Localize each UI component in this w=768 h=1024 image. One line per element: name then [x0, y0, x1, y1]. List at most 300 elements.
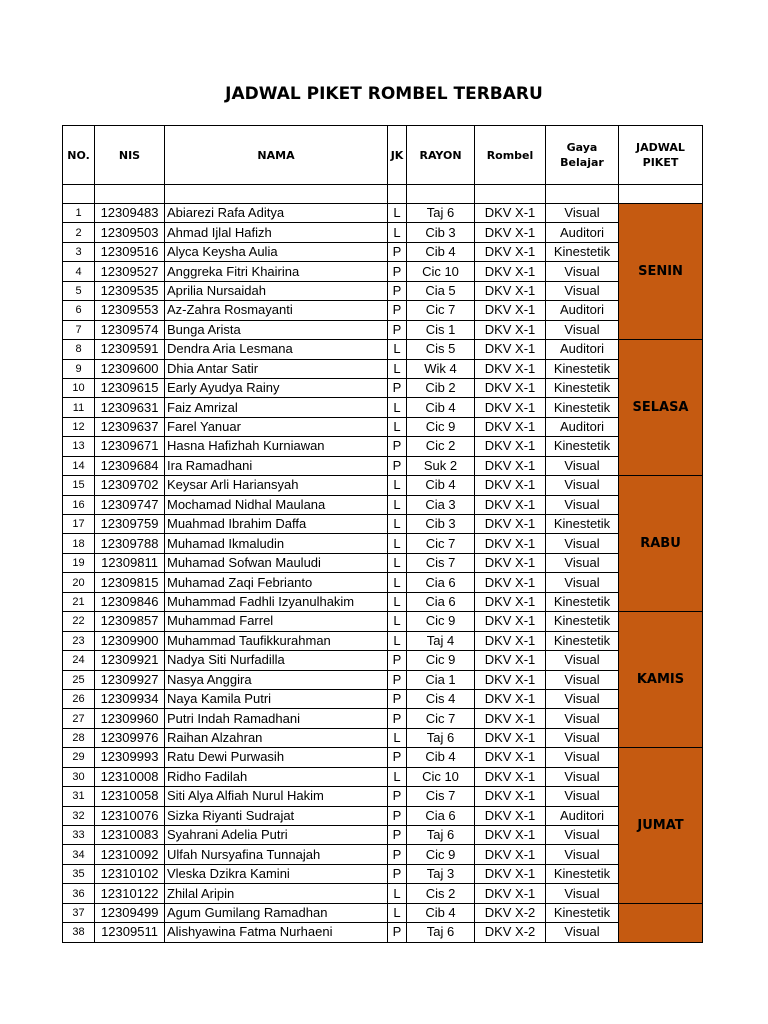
- header-no: NO.: [63, 126, 95, 185]
- cell-rombel: DKV X-1: [475, 359, 546, 378]
- cell-rombel: DKV X-1: [475, 884, 546, 903]
- cell-rayon: Taj 3: [407, 864, 475, 883]
- cell-no: 38: [63, 923, 95, 942]
- cell-nama: Abiarezi Rafa Aditya: [165, 204, 388, 223]
- cell-gaya-belajar: Visual: [546, 728, 619, 747]
- cell-gaya-belajar: Visual: [546, 651, 619, 670]
- cell-nama: Faiz Amrizal: [165, 398, 388, 417]
- cell-nama: Muahmad Ibrahim Daffa: [165, 515, 388, 534]
- cell-gaya-belajar: Visual: [546, 456, 619, 475]
- cell-rombel: DKV X-1: [475, 631, 546, 650]
- cell-jk: P: [388, 806, 407, 825]
- cell-nis: 12309960: [95, 709, 165, 728]
- cell-rombel: DKV X-1: [475, 845, 546, 864]
- table-row: [63, 534, 703, 553]
- cell-gaya-belajar: Kinestetik: [546, 398, 619, 417]
- cell-jk: L: [388, 553, 407, 572]
- cell-nama: Muhammad Farrel: [165, 612, 388, 631]
- cell-rayon: Cia 3: [407, 495, 475, 514]
- cell-rayon: Cic 9: [407, 651, 475, 670]
- cell-nama: Naya Kamila Putri: [165, 689, 388, 708]
- cell-no: 28: [63, 728, 95, 747]
- piket-day-cell: RABU: [619, 476, 703, 612]
- cell-nama: Sizka Riyanti Sudrajat: [165, 806, 388, 825]
- blank-cell: [619, 185, 703, 204]
- cell-no: 1: [63, 204, 95, 223]
- cell-nis: 12309671: [95, 437, 165, 456]
- table-row: [63, 806, 703, 825]
- table-row: [63, 767, 703, 786]
- table-row: [63, 204, 703, 223]
- header-gaya-line2: Belajar: [560, 156, 604, 169]
- cell-rayon: Cib 4: [407, 748, 475, 767]
- cell-nis: 12309702: [95, 476, 165, 495]
- cell-rombel: DKV X-1: [475, 767, 546, 786]
- cell-rayon: Taj 6: [407, 728, 475, 747]
- cell-nama: Muhamad Zaqi Febrianto: [165, 573, 388, 592]
- cell-jk: L: [388, 592, 407, 611]
- blank-cell: [475, 185, 546, 204]
- cell-jk: L: [388, 340, 407, 359]
- table-row: [63, 378, 703, 397]
- cell-nis: 12310102: [95, 864, 165, 883]
- blank-cell: [388, 185, 407, 204]
- cell-rombel: DKV X-1: [475, 806, 546, 825]
- cell-rayon: Cic 9: [407, 845, 475, 864]
- cell-no: 30: [63, 767, 95, 786]
- cell-rombel: DKV X-1: [475, 612, 546, 631]
- cell-no: 4: [63, 262, 95, 281]
- cell-rombel: DKV X-1: [475, 204, 546, 223]
- cell-nis: 12309811: [95, 553, 165, 572]
- cell-gaya-belajar: Visual: [546, 689, 619, 708]
- cell-rayon: Cia 6: [407, 806, 475, 825]
- cell-jk: P: [388, 378, 407, 397]
- cell-rayon: Cic 10: [407, 262, 475, 281]
- cell-gaya-belajar: Visual: [546, 320, 619, 339]
- cell-gaya-belajar: Kinestetik: [546, 612, 619, 631]
- cell-rombel: DKV X-1: [475, 320, 546, 339]
- cell-rombel: DKV X-1: [475, 456, 546, 475]
- cell-rayon: Cib 4: [407, 242, 475, 261]
- cell-nis: 12309857: [95, 612, 165, 631]
- table-row: [63, 728, 703, 747]
- cell-rombel: DKV X-1: [475, 340, 546, 359]
- table-row: [63, 320, 703, 339]
- piket-table: [62, 125, 703, 943]
- blank-row: [63, 185, 703, 204]
- cell-rombel: DKV X-1: [475, 592, 546, 611]
- cell-rombel: DKV X-1: [475, 670, 546, 689]
- cell-gaya-belajar: Visual: [546, 553, 619, 572]
- cell-jk: P: [388, 826, 407, 845]
- cell-rayon: Cis 5: [407, 340, 475, 359]
- table-row: [63, 612, 703, 631]
- blank-cell: [407, 185, 475, 204]
- cell-rombel: DKV X-1: [475, 826, 546, 845]
- cell-rombel: DKV X-1: [475, 689, 546, 708]
- cell-no: 6: [63, 301, 95, 320]
- cell-rombel: DKV X-1: [475, 748, 546, 767]
- cell-jk: P: [388, 437, 407, 456]
- cell-rayon: Cia 5: [407, 281, 475, 300]
- cell-no: 5: [63, 281, 95, 300]
- cell-rombel: DKV X-2: [475, 923, 546, 942]
- cell-jk: L: [388, 359, 407, 378]
- cell-jk: P: [388, 748, 407, 767]
- cell-rayon: Cis 7: [407, 787, 475, 806]
- table-row: [63, 262, 703, 281]
- cell-no: 17: [63, 515, 95, 534]
- cell-jk: P: [388, 709, 407, 728]
- header-jadwal-piket: [619, 126, 703, 185]
- cell-nis: 12309615: [95, 378, 165, 397]
- cell-rombel: DKV X-2: [475, 903, 546, 922]
- cell-gaya-belajar: Kinestetik: [546, 437, 619, 456]
- cell-gaya-belajar: Visual: [546, 845, 619, 864]
- cell-rombel: DKV X-1: [475, 573, 546, 592]
- cell-jk: P: [388, 651, 407, 670]
- header-gaya-belajar: [546, 126, 619, 185]
- cell-gaya-belajar: Kinestetik: [546, 515, 619, 534]
- cell-gaya-belajar: Kinestetik: [546, 631, 619, 650]
- table-row: [63, 495, 703, 514]
- cell-nis: 12309483: [95, 204, 165, 223]
- cell-jk: P: [388, 456, 407, 475]
- cell-nama: Syahrani Adelia Putri: [165, 826, 388, 845]
- cell-no: 32: [63, 806, 95, 825]
- cell-nama: Az-Zahra Rosmayanti: [165, 301, 388, 320]
- piket-day-cell: [619, 903, 703, 942]
- header-nama: NAMA: [165, 126, 388, 185]
- cell-jk: L: [388, 495, 407, 514]
- table-row: [63, 223, 703, 242]
- cell-nis: 12309600: [95, 359, 165, 378]
- cell-rombel: DKV X-1: [475, 728, 546, 747]
- cell-no: 11: [63, 398, 95, 417]
- cell-gaya-belajar: Auditori: [546, 340, 619, 359]
- cell-nis: 12310083: [95, 826, 165, 845]
- cell-jk: P: [388, 787, 407, 806]
- cell-nama: Vleska Dzikra Kamini: [165, 864, 388, 883]
- cell-gaya-belajar: Visual: [546, 709, 619, 728]
- header-piket-line1: JADWAL: [636, 141, 685, 154]
- cell-nama: Ira Ramadhani: [165, 456, 388, 475]
- cell-jk: L: [388, 767, 407, 786]
- piket-day-cell: JUMAT: [619, 748, 703, 904]
- cell-nis: 12309747: [95, 495, 165, 514]
- table-row: [63, 340, 703, 359]
- cell-no: 3: [63, 242, 95, 261]
- table-row: [63, 476, 703, 495]
- cell-gaya-belajar: Kinestetik: [546, 242, 619, 261]
- cell-rombel: DKV X-1: [475, 417, 546, 436]
- cell-rayon: Taj 4: [407, 631, 475, 650]
- cell-gaya-belajar: Visual: [546, 262, 619, 281]
- cell-jk: L: [388, 204, 407, 223]
- cell-nama: Anggreka Fitri Khairina: [165, 262, 388, 281]
- table-row: [63, 456, 703, 475]
- table-row: [63, 787, 703, 806]
- cell-jk: L: [388, 631, 407, 650]
- cell-nis: 12309535: [95, 281, 165, 300]
- table-row: [63, 417, 703, 436]
- cell-no: 19: [63, 553, 95, 572]
- cell-rayon: Cis 2: [407, 884, 475, 903]
- cell-rayon: Cis 1: [407, 320, 475, 339]
- cell-jk: P: [388, 689, 407, 708]
- cell-jk: P: [388, 864, 407, 883]
- cell-rayon: Cia 6: [407, 592, 475, 611]
- cell-rombel: DKV X-1: [475, 262, 546, 281]
- cell-jk: P: [388, 923, 407, 942]
- cell-gaya-belajar: Kinestetik: [546, 864, 619, 883]
- cell-no: 10: [63, 378, 95, 397]
- cell-rombel: DKV X-1: [475, 223, 546, 242]
- table-row: [63, 242, 703, 261]
- header-row: [63, 126, 703, 185]
- cell-gaya-belajar: Visual: [546, 826, 619, 845]
- cell-rombel: DKV X-1: [475, 301, 546, 320]
- cell-nama: Nasya Anggira: [165, 670, 388, 689]
- cell-jk: L: [388, 515, 407, 534]
- cell-rayon: Cib 4: [407, 903, 475, 922]
- cell-nis: 12310008: [95, 767, 165, 786]
- table-row: [63, 826, 703, 845]
- cell-jk: L: [388, 534, 407, 553]
- cell-rombel: DKV X-1: [475, 242, 546, 261]
- cell-no: 34: [63, 845, 95, 864]
- cell-nis: 12309788: [95, 534, 165, 553]
- cell-nama: Dendra Aria Lesmana: [165, 340, 388, 359]
- cell-no: 8: [63, 340, 95, 359]
- cell-nama: Muhamad Sofwan Mauludi: [165, 553, 388, 572]
- cell-rayon: Cib 4: [407, 398, 475, 417]
- cell-rayon: Cis 7: [407, 553, 475, 572]
- table-row: [63, 437, 703, 456]
- cell-gaya-belajar: Kinestetik: [546, 359, 619, 378]
- cell-nis: 12309527: [95, 262, 165, 281]
- cell-gaya-belajar: Kinestetik: [546, 378, 619, 397]
- cell-nis: 12309499: [95, 903, 165, 922]
- cell-no: 18: [63, 534, 95, 553]
- cell-rombel: DKV X-1: [475, 534, 546, 553]
- cell-gaya-belajar: Auditori: [546, 301, 619, 320]
- cell-nis: 12309846: [95, 592, 165, 611]
- cell-no: 29: [63, 748, 95, 767]
- cell-rayon: Cia 6: [407, 573, 475, 592]
- cell-gaya-belajar: Visual: [546, 204, 619, 223]
- cell-no: 21: [63, 592, 95, 611]
- table-row: [63, 903, 703, 922]
- cell-rayon: Taj 6: [407, 826, 475, 845]
- cell-rombel: DKV X-1: [475, 787, 546, 806]
- cell-rayon: Cic 7: [407, 709, 475, 728]
- cell-nis: 12309591: [95, 340, 165, 359]
- cell-rayon: Cic 7: [407, 301, 475, 320]
- cell-nis: 12309934: [95, 689, 165, 708]
- cell-rombel: DKV X-1: [475, 651, 546, 670]
- cell-rayon: Cis 4: [407, 689, 475, 708]
- cell-nama: Agum Gumilang Ramadhan: [165, 903, 388, 922]
- cell-nama: Dhia Antar Satir: [165, 359, 388, 378]
- header-rombel: Rombel: [475, 126, 546, 185]
- cell-jk: L: [388, 223, 407, 242]
- cell-nis: 12309927: [95, 670, 165, 689]
- cell-nis: 12309574: [95, 320, 165, 339]
- cell-gaya-belajar: Auditori: [546, 223, 619, 242]
- cell-nis: 12309631: [95, 398, 165, 417]
- cell-nama: Hasna Hafizhah Kurniawan: [165, 437, 388, 456]
- cell-jk: L: [388, 573, 407, 592]
- cell-jk: P: [388, 320, 407, 339]
- cell-gaya-belajar: Visual: [546, 281, 619, 300]
- table-row: [63, 398, 703, 417]
- cell-jk: L: [388, 884, 407, 903]
- cell-nama: Keysar Arli Hariansyah: [165, 476, 388, 495]
- cell-nama: Siti Alya Alfiah Nurul Hakim: [165, 787, 388, 806]
- cell-nama: Early Ayudya Rainy: [165, 378, 388, 397]
- piket-day-cell: KAMIS: [619, 612, 703, 748]
- cell-nama: Muhamad Ikmaludin: [165, 534, 388, 553]
- table-row: [63, 689, 703, 708]
- cell-jk: P: [388, 242, 407, 261]
- cell-jk: L: [388, 612, 407, 631]
- cell-gaya-belajar: Visual: [546, 573, 619, 592]
- cell-nama: Ahmad Ijlal Hafizh: [165, 223, 388, 242]
- cell-gaya-belajar: Visual: [546, 787, 619, 806]
- table-row: [63, 670, 703, 689]
- blank-cell: [546, 185, 619, 204]
- cell-no: 27: [63, 709, 95, 728]
- cell-jk: P: [388, 670, 407, 689]
- cell-nama: Alyca Keysha Aulia: [165, 242, 388, 261]
- piket-table-container: [62, 125, 703, 943]
- cell-no: 9: [63, 359, 95, 378]
- cell-nama: Ridho Fadilah: [165, 767, 388, 786]
- cell-jk: L: [388, 476, 407, 495]
- cell-nama: Putri Indah Ramadhani: [165, 709, 388, 728]
- cell-rayon: Taj 6: [407, 923, 475, 942]
- cell-jk: P: [388, 262, 407, 281]
- cell-rombel: DKV X-1: [475, 437, 546, 456]
- table-row: [63, 573, 703, 592]
- table-row: [63, 301, 703, 320]
- table-row: [63, 281, 703, 300]
- cell-nis: 12309637: [95, 417, 165, 436]
- cell-nis: 12310076: [95, 806, 165, 825]
- cell-gaya-belajar: Visual: [546, 767, 619, 786]
- cell-no: 37: [63, 903, 95, 922]
- cell-nis: 12309503: [95, 223, 165, 242]
- cell-no: 36: [63, 884, 95, 903]
- cell-gaya-belajar: Visual: [546, 884, 619, 903]
- table-row: [63, 553, 703, 572]
- cell-rayon: Cia 1: [407, 670, 475, 689]
- table-row: [63, 592, 703, 611]
- cell-nama: Muhammad Fadhli Izyanulhakim: [165, 592, 388, 611]
- cell-no: 31: [63, 787, 95, 806]
- cell-jk: L: [388, 903, 407, 922]
- cell-no: 14: [63, 456, 95, 475]
- table-row: [63, 884, 703, 903]
- cell-no: 7: [63, 320, 95, 339]
- table-row: [63, 359, 703, 378]
- table-row: [63, 845, 703, 864]
- cell-jk: L: [388, 728, 407, 747]
- cell-gaya-belajar: Visual: [546, 748, 619, 767]
- cell-rombel: DKV X-1: [475, 515, 546, 534]
- cell-gaya-belajar: Visual: [546, 476, 619, 495]
- header-nis: NIS: [95, 126, 165, 185]
- table-row: [63, 631, 703, 650]
- cell-gaya-belajar: Visual: [546, 534, 619, 553]
- cell-nis: 12309684: [95, 456, 165, 475]
- cell-rayon: Cic 2: [407, 437, 475, 456]
- page-title: JADWAL PIKET ROMBEL TERBARU: [225, 84, 543, 104]
- cell-nis: 12309976: [95, 728, 165, 747]
- piket-day-cell: SELASA: [619, 340, 703, 476]
- cell-nama: Bunga Arista: [165, 320, 388, 339]
- cell-no: 26: [63, 689, 95, 708]
- cell-rayon: Wik 4: [407, 359, 475, 378]
- cell-rombel: DKV X-1: [475, 398, 546, 417]
- cell-no: 22: [63, 612, 95, 631]
- cell-nis: 12309553: [95, 301, 165, 320]
- cell-rayon: Cic 9: [407, 612, 475, 631]
- header-jk: JK: [388, 126, 407, 185]
- cell-nama: Raihan Alzahran: [165, 728, 388, 747]
- table-body: [63, 204, 703, 943]
- cell-jk: L: [388, 398, 407, 417]
- cell-rayon: Cic 9: [407, 417, 475, 436]
- table-row: [63, 515, 703, 534]
- table-row: [63, 864, 703, 883]
- header-gaya-line1: Gaya: [566, 141, 598, 154]
- cell-nama: Aprilia Nursaidah: [165, 281, 388, 300]
- cell-nis: 12309511: [95, 923, 165, 942]
- cell-rayon: Cib 3: [407, 223, 475, 242]
- cell-nama: Mochamad Nidhal Maulana: [165, 495, 388, 514]
- cell-nama: Nadya Siti Nurfadilla: [165, 651, 388, 670]
- cell-gaya-belajar: Auditori: [546, 417, 619, 436]
- table-row: [63, 651, 703, 670]
- cell-gaya-belajar: Visual: [546, 670, 619, 689]
- cell-rayon: Cib 3: [407, 515, 475, 534]
- cell-nis: 12309993: [95, 748, 165, 767]
- cell-rayon: Cib 4: [407, 476, 475, 495]
- table-row: [63, 923, 703, 942]
- blank-cell: [95, 185, 165, 204]
- cell-no: 23: [63, 631, 95, 650]
- cell-gaya-belajar: Visual: [546, 495, 619, 514]
- cell-rayon: Suk 2: [407, 456, 475, 475]
- cell-nis: 12309921: [95, 651, 165, 670]
- cell-no: 15: [63, 476, 95, 495]
- cell-nis: 12309516: [95, 242, 165, 261]
- blank-cell: [165, 185, 388, 204]
- cell-rayon: Cic 10: [407, 767, 475, 786]
- piket-day-cell: SENIN: [619, 204, 703, 340]
- cell-rombel: DKV X-1: [475, 709, 546, 728]
- cell-rombel: DKV X-1: [475, 476, 546, 495]
- cell-nis: 12310092: [95, 845, 165, 864]
- table-row: [63, 748, 703, 767]
- cell-no: 24: [63, 651, 95, 670]
- cell-rayon: Taj 6: [407, 204, 475, 223]
- cell-no: 13: [63, 437, 95, 456]
- cell-jk: P: [388, 281, 407, 300]
